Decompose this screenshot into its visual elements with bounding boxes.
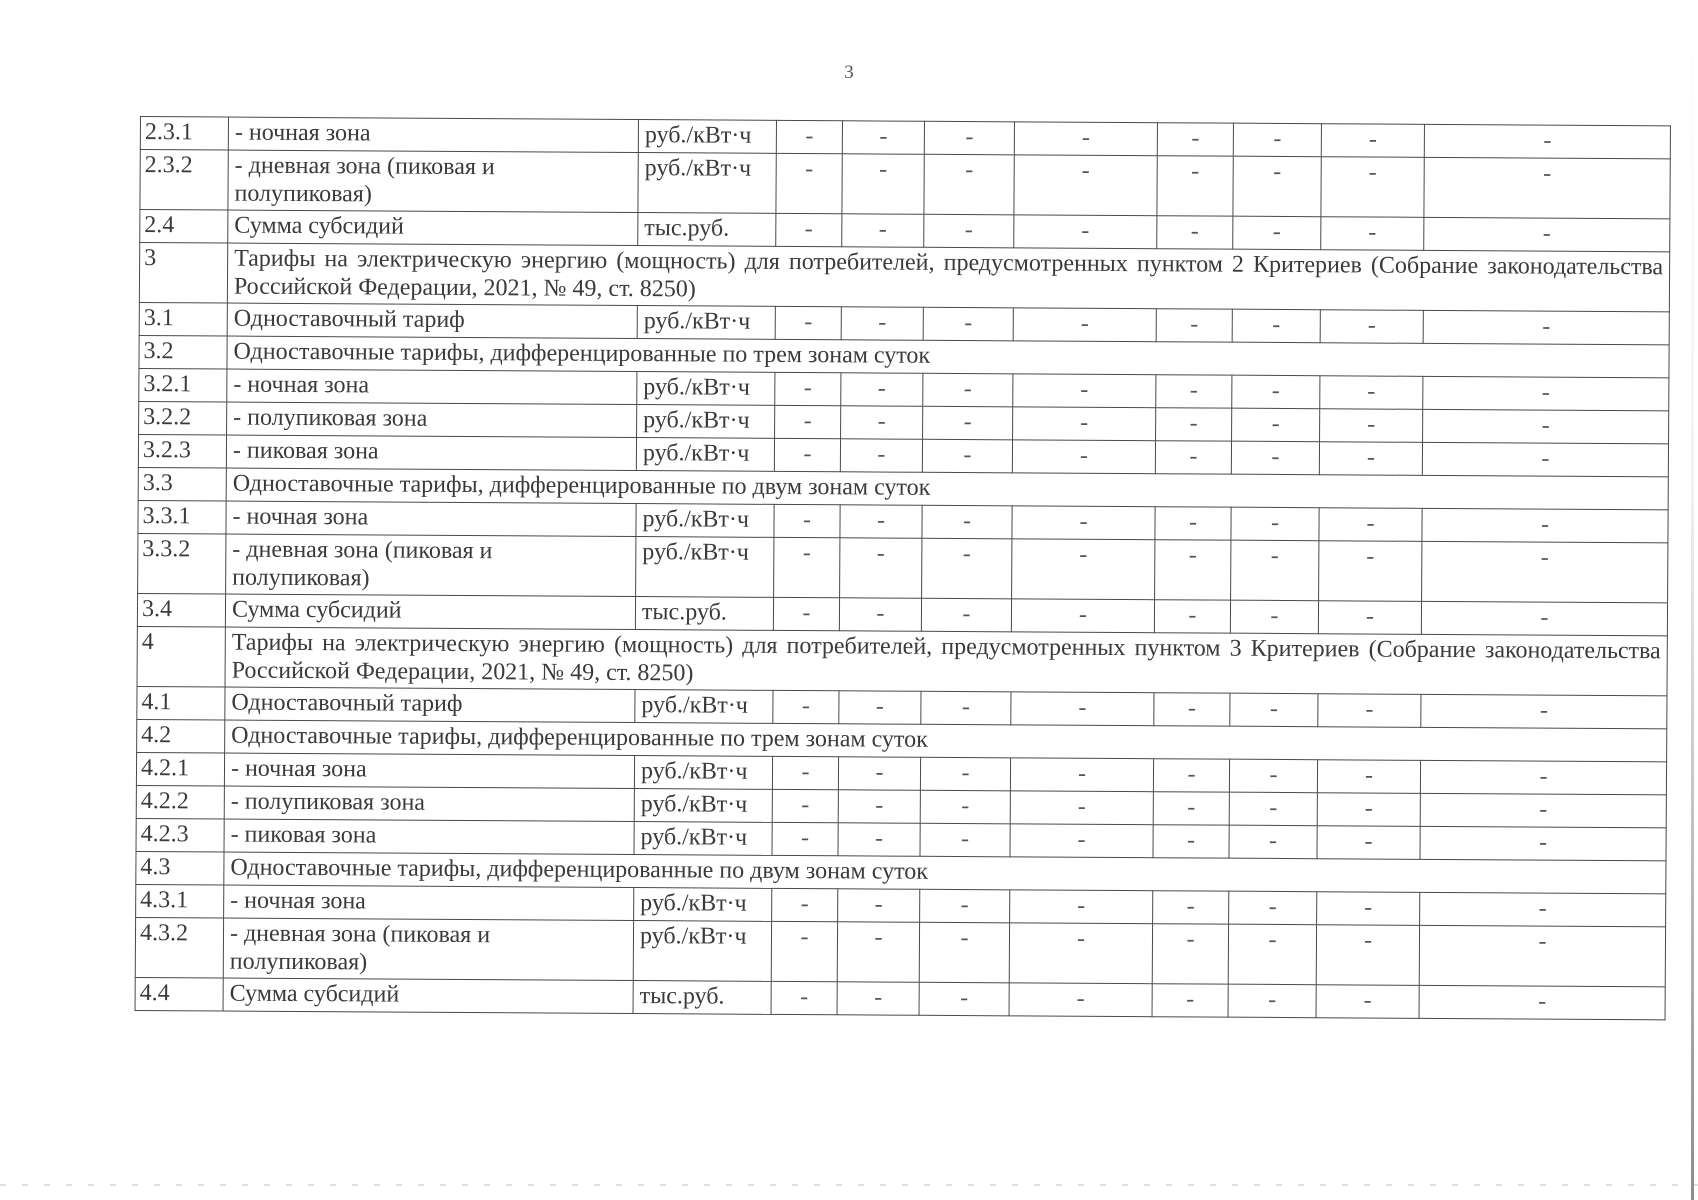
row-unit: руб./кВт·ч bbox=[635, 690, 773, 724]
value-cell: - bbox=[920, 757, 1010, 791]
value-cell: - bbox=[1232, 309, 1320, 343]
value-cell: - bbox=[1011, 692, 1154, 726]
row-number: 4.2 bbox=[137, 719, 225, 753]
value-cell: - bbox=[1229, 792, 1317, 826]
row-number: 2.3.1 bbox=[140, 117, 228, 151]
value-cell: - bbox=[1317, 892, 1420, 926]
value-cell: - bbox=[1420, 760, 1666, 795]
value-cell: - bbox=[1153, 792, 1229, 825]
value-cell: - bbox=[1232, 408, 1320, 442]
section-heading: Тарифы на электрическую энергию (мощность) для потребителей, предусмотренных пунктом 3 Критериев (Собрание законодательства Российской Федерации, 2021, № 49, ст. 8250) bbox=[225, 627, 1667, 696]
value-cell: - bbox=[1316, 925, 1419, 986]
value-cell: - bbox=[1155, 540, 1231, 600]
value-cell: - bbox=[1155, 441, 1231, 474]
value-cell: - bbox=[1156, 309, 1232, 342]
value-cell: - bbox=[1233, 123, 1321, 157]
row-unit: руб./кВт·ч bbox=[633, 921, 771, 982]
row-number: 4.3.1 bbox=[136, 884, 224, 918]
row-name: - дневная зона (пиковая и полупиковая) bbox=[226, 534, 636, 597]
value-cell: - bbox=[1419, 925, 1665, 987]
row-number: 4 bbox=[137, 626, 225, 687]
value-cell: - bbox=[1321, 217, 1424, 251]
row-number: 4.2.2 bbox=[136, 785, 224, 819]
value-cell: - bbox=[1228, 924, 1316, 985]
value-cell: - bbox=[1423, 409, 1669, 444]
value-cell: - bbox=[838, 889, 920, 923]
value-cell: - bbox=[1317, 793, 1420, 827]
table-body bbox=[135, 117, 1670, 1020]
value-cell: - bbox=[837, 982, 919, 1016]
value-cell: - bbox=[837, 922, 919, 982]
value-cell: - bbox=[1014, 215, 1157, 249]
value-cell: - bbox=[919, 982, 1009, 1016]
value-cell: - bbox=[1010, 890, 1153, 924]
row-number: 4.3 bbox=[136, 851, 224, 885]
value-cell: - bbox=[772, 822, 838, 855]
row-name: - пиковая зона bbox=[224, 819, 634, 855]
section-heading: Одноставочные тарифы, дифференцированные по трем зонам суток bbox=[225, 720, 1667, 762]
value-cell: - bbox=[1230, 600, 1318, 634]
row-number: 3.4 bbox=[137, 593, 225, 627]
value-cell: - bbox=[922, 439, 1012, 473]
value-cell: - bbox=[1421, 694, 1667, 729]
row-name: - полупиковая зона bbox=[227, 402, 637, 438]
table-row bbox=[140, 150, 1670, 219]
value-cell: - bbox=[1156, 408, 1232, 441]
value-cell: - bbox=[841, 373, 923, 407]
value-cell: - bbox=[842, 214, 924, 248]
value-cell: - bbox=[771, 921, 837, 981]
table-row bbox=[138, 533, 1668, 602]
value-cell: - bbox=[772, 756, 838, 789]
row-number: 3.3 bbox=[138, 467, 226, 501]
value-cell: - bbox=[921, 598, 1011, 632]
row-name: - ночная зона bbox=[227, 369, 637, 405]
value-cell: - bbox=[1419, 985, 1665, 1020]
value-cell: - bbox=[1156, 375, 1232, 408]
value-cell: - bbox=[774, 438, 840, 471]
value-cell: - bbox=[840, 538, 922, 598]
value-cell: - bbox=[841, 406, 923, 440]
row-number: 3.3.2 bbox=[138, 533, 226, 594]
value-cell: - bbox=[924, 121, 1014, 155]
value-cell: - bbox=[839, 691, 921, 725]
value-cell: - bbox=[923, 406, 1013, 440]
value-cell: - bbox=[772, 789, 838, 822]
row-number: 3.2.2 bbox=[139, 401, 227, 435]
row-name: - ночная зона bbox=[228, 117, 638, 153]
row-number: 2.3.2 bbox=[140, 150, 228, 211]
value-cell: - bbox=[1014, 122, 1157, 156]
page-number: 3 bbox=[844, 62, 854, 83]
value-cell: - bbox=[1231, 441, 1319, 475]
row-name: - ночная зона bbox=[224, 885, 634, 921]
row-number: 3.1 bbox=[139, 302, 227, 336]
value-cell: - bbox=[1423, 376, 1669, 411]
value-cell: - bbox=[1320, 409, 1423, 443]
value-cell: - bbox=[1153, 825, 1229, 858]
value-cell: - bbox=[1317, 826, 1420, 860]
value-cell: - bbox=[922, 538, 1012, 599]
row-unit: тыс.руб. bbox=[635, 597, 773, 631]
row-unit: руб./кВт·ч bbox=[637, 372, 775, 406]
row-number: 3.3.1 bbox=[138, 500, 226, 534]
value-cell: - bbox=[1423, 310, 1669, 345]
value-cell: - bbox=[838, 757, 920, 791]
value-cell: - bbox=[1229, 759, 1317, 793]
row-unit: руб./кВт·ч bbox=[637, 405, 775, 439]
row-unit: руб./кВт·ч bbox=[638, 153, 776, 214]
value-cell: - bbox=[1321, 157, 1424, 218]
value-cell: - bbox=[1320, 310, 1423, 344]
row-unit: руб./кВт·ч bbox=[637, 306, 775, 340]
value-cell: - bbox=[921, 691, 1011, 725]
row-unit: руб./кВт·ч bbox=[634, 888, 772, 922]
value-cell: - bbox=[839, 598, 921, 632]
value-cell: - bbox=[1014, 155, 1157, 216]
value-cell: - bbox=[1011, 599, 1154, 633]
value-cell: - bbox=[1152, 984, 1228, 1017]
value-cell: - bbox=[1013, 308, 1156, 342]
value-cell: - bbox=[1157, 123, 1233, 156]
value-cell: - bbox=[1318, 601, 1421, 635]
row-unit: руб./кВт·ч bbox=[636, 537, 774, 598]
row-unit: руб./кВт·ч bbox=[634, 756, 772, 790]
value-cell: - bbox=[776, 213, 842, 246]
value-cell: - bbox=[1155, 507, 1231, 540]
value-cell: - bbox=[840, 439, 922, 473]
value-cell: - bbox=[775, 306, 841, 339]
value-cell: - bbox=[773, 597, 839, 630]
row-unit: руб./кВт·ч bbox=[636, 438, 774, 472]
row-name: Сумма субсидий bbox=[223, 978, 633, 1014]
value-cell: - bbox=[838, 823, 920, 857]
value-cell: - bbox=[1013, 407, 1156, 441]
value-cell: - bbox=[1422, 508, 1668, 543]
table-row bbox=[137, 626, 1667, 695]
row-number: 3.2.1 bbox=[139, 368, 227, 402]
value-cell: - bbox=[1013, 374, 1156, 408]
value-cell: - bbox=[1230, 693, 1318, 727]
value-cell: - bbox=[920, 823, 1010, 857]
table-row bbox=[135, 917, 1665, 986]
value-cell: - bbox=[840, 505, 922, 539]
row-name: - дневная зона (пиковая и полупиковая) bbox=[223, 918, 633, 981]
value-cell: - bbox=[1320, 376, 1423, 410]
value-cell: - bbox=[1157, 216, 1233, 249]
value-cell: - bbox=[776, 153, 842, 213]
section-heading: Тарифы на электрическую энергию (мощность) для потребителей, предусмотренных пунктом 2 Критериев (Собрание законодательства Российской Федерации, 2021, № 49, ст. 8250) bbox=[227, 243, 1669, 312]
row-name: - ночная зона bbox=[224, 753, 634, 789]
row-name: Одноставочный тариф bbox=[227, 303, 637, 339]
row-number: 3.2.3 bbox=[138, 434, 226, 468]
value-cell: - bbox=[1319, 508, 1422, 542]
row-number: 4.4 bbox=[135, 977, 223, 1011]
row-name: - дневная зона (пиковая и полупиковая) bbox=[228, 150, 638, 213]
value-cell: - bbox=[1012, 506, 1155, 540]
tariff-table bbox=[135, 116, 1671, 1020]
value-cell: - bbox=[1424, 157, 1670, 219]
row-number: 4.1 bbox=[137, 686, 225, 720]
value-cell: - bbox=[920, 790, 1010, 824]
row-unit: тыс.руб. bbox=[638, 213, 776, 247]
value-cell: - bbox=[1154, 600, 1230, 633]
row-unit: руб./кВт·ч bbox=[636, 504, 774, 538]
value-cell: - bbox=[1153, 759, 1229, 792]
value-cell: - bbox=[771, 981, 837, 1014]
value-cell: - bbox=[842, 121, 924, 155]
scan-edge-shadow bbox=[1691, 0, 1694, 1200]
value-cell: - bbox=[1319, 442, 1422, 476]
value-cell: - bbox=[923, 373, 1013, 407]
row-unit: руб./кВт·ч bbox=[638, 120, 776, 154]
value-cell: - bbox=[1012, 440, 1155, 474]
value-cell: - bbox=[923, 307, 1013, 341]
value-cell: - bbox=[1232, 375, 1320, 409]
row-number: 4.2.3 bbox=[136, 818, 224, 852]
value-cell: - bbox=[774, 504, 840, 537]
value-cell: - bbox=[919, 922, 1009, 983]
value-cell: - bbox=[924, 154, 1014, 215]
value-cell: - bbox=[1231, 540, 1319, 601]
row-name: Сумма субсидий bbox=[225, 594, 635, 630]
value-cell: - bbox=[1424, 217, 1670, 252]
value-cell: - bbox=[775, 405, 841, 438]
row-name: Одноставочный тариф bbox=[225, 687, 635, 723]
value-cell: - bbox=[1321, 124, 1424, 158]
section-heading: Одноставочные тарифы, дифференцированные по двум зонам суток bbox=[224, 852, 1666, 894]
value-cell: - bbox=[920, 889, 1010, 923]
value-cell: - bbox=[842, 154, 924, 214]
value-cell: - bbox=[1317, 760, 1420, 794]
value-cell: - bbox=[1233, 156, 1321, 217]
value-cell: - bbox=[1153, 891, 1229, 924]
row-number: 3 bbox=[139, 243, 227, 304]
row-number: 2.4 bbox=[140, 210, 228, 244]
value-cell: - bbox=[922, 505, 1012, 539]
value-cell: - bbox=[1231, 507, 1319, 541]
value-cell: - bbox=[1319, 541, 1422, 602]
value-cell: - bbox=[1157, 156, 1233, 216]
value-cell: - bbox=[1228, 984, 1316, 1018]
value-cell: - bbox=[772, 888, 838, 921]
table-row bbox=[139, 243, 1669, 312]
section-heading: Одноставочные тарифы, дифференцированные по трем зонам суток bbox=[227, 336, 1669, 378]
value-cell: - bbox=[1010, 824, 1153, 858]
value-cell: - bbox=[774, 537, 840, 597]
row-number: 3.2 bbox=[139, 335, 227, 369]
value-cell: - bbox=[841, 307, 923, 341]
value-cell: - bbox=[1233, 216, 1321, 250]
value-cell: - bbox=[1318, 694, 1421, 728]
section-heading: Одноставочные тарифы, дифференцированные по двум зонам суток bbox=[226, 468, 1668, 510]
value-cell: - bbox=[1422, 442, 1668, 477]
value-cell: - bbox=[1229, 825, 1317, 859]
row-name: Сумма субсидий bbox=[228, 210, 638, 246]
value-cell: - bbox=[1316, 985, 1419, 1019]
value-cell: - bbox=[1010, 758, 1153, 792]
value-cell: - bbox=[1009, 983, 1152, 1017]
value-cell: - bbox=[1154, 693, 1230, 726]
value-cell: - bbox=[1152, 924, 1228, 984]
value-cell: - bbox=[1229, 891, 1317, 925]
value-cell: - bbox=[1009, 923, 1152, 984]
value-cell: - bbox=[1422, 541, 1668, 603]
row-number: 4.3.2 bbox=[135, 917, 223, 978]
value-cell: - bbox=[775, 372, 841, 405]
value-cell: - bbox=[1420, 892, 1666, 927]
row-number: 4.2.1 bbox=[136, 752, 224, 786]
row-name: - ночная зона bbox=[226, 501, 636, 537]
row-unit: тыс.руб. bbox=[633, 981, 771, 1015]
tariff-table-sheet bbox=[135, 116, 1670, 1020]
row-name: - полупиковая зона bbox=[224, 786, 634, 822]
value-cell: - bbox=[773, 690, 839, 723]
value-cell: - bbox=[1424, 124, 1670, 159]
value-cell: - bbox=[924, 214, 1014, 248]
row-unit: руб./кВт·ч bbox=[634, 822, 772, 856]
value-cell: - bbox=[1420, 793, 1666, 828]
value-cell: - bbox=[776, 120, 842, 153]
scan-bottom-artifact bbox=[0, 1184, 1698, 1186]
value-cell: - bbox=[1012, 539, 1155, 600]
value-cell: - bbox=[1420, 826, 1666, 861]
row-name: - пиковая зона bbox=[226, 435, 636, 471]
value-cell: - bbox=[1421, 601, 1667, 636]
row-unit: руб./кВт·ч bbox=[634, 789, 772, 823]
value-cell: - bbox=[838, 790, 920, 824]
value-cell: - bbox=[1010, 791, 1153, 825]
